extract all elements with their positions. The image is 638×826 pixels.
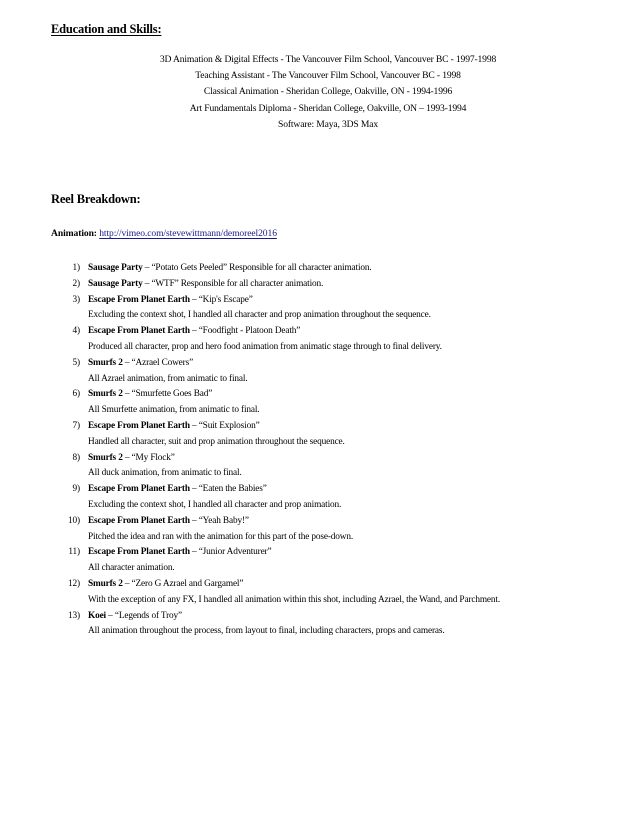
list-item-shot-name: – “Yeah Baby!” [189, 515, 249, 526]
list-item-title [88, 261, 372, 277]
list-item [0, 261, 638, 277]
list-item-title [88, 545, 271, 561]
list-item-shot-name: – “WTF” Responsible for all character animation. [142, 278, 324, 289]
list-item-description: All Smurfette animation, from animatic to final. [88, 405, 260, 416]
education-line: Classical Animation - Sheridan College, Oakville, ON - 1994-1996 [203, 86, 453, 98]
list-item-shot-name: – “Legends of Troy” [106, 610, 183, 621]
list-item-shot-name: – “My Flock” [122, 452, 175, 463]
list-item-description-row [0, 340, 638, 356]
list-item-shot-name: – “Eaten the Babies” [189, 484, 267, 495]
list-item-title [88, 482, 267, 498]
list-item [0, 545, 638, 577]
list-item-number: 10) [68, 515, 80, 526]
list-item [0, 577, 638, 609]
list-item-title [88, 293, 253, 309]
list-item [0, 609, 638, 641]
list-item-description: Pitched the idea and ran with the animation for this part of the pose-down. [88, 531, 354, 542]
list-item-description: All animation throughout the process, from layout to final, including characters, props and cameras. [88, 626, 445, 637]
list-item-description: Handled all character, suit and prop animation throughout the sequence. [88, 436, 345, 447]
list-item-shot-name: – “Zero G Azrael and Gargamel” [122, 578, 244, 589]
list-item-title-row [0, 277, 638, 293]
reel-breakdown-heading: Reel Breakdown: [51, 192, 141, 206]
list-item-title-row [0, 451, 638, 467]
list-item-show-name: Smurfs 2 [88, 578, 123, 589]
list-item-description: Produced all character, prop and hero food animation from animatic stage through to final delivery. [88, 341, 442, 352]
list-item-description-row [0, 403, 638, 419]
list-item-description-row [0, 435, 638, 451]
list-item-shot-name: – “Smurfette Goes Bad” [122, 389, 213, 400]
list-item-description-row [0, 624, 638, 640]
list-item-shot-name: – “Junior Adventurer” [189, 547, 272, 558]
list-item-description-row [0, 372, 638, 388]
education-line: Art Fundamentals Diploma - Sheridan College, Oakville, ON – 1993-1994 [189, 102, 467, 114]
list-item-title-row [0, 261, 638, 277]
list-item-show-name: Koei [88, 610, 106, 621]
animation-reel-line [51, 228, 277, 239]
list-item-show-name: Smurfs 2 [88, 357, 123, 368]
list-item-number: 8) [72, 452, 80, 463]
list-item-title-row [0, 387, 638, 403]
list-item-description-row [0, 593, 638, 609]
list-item-title-row [0, 514, 638, 530]
list-item-title-row [0, 577, 638, 593]
list-item [0, 387, 638, 419]
list-item-title [88, 451, 175, 467]
list-item [0, 419, 638, 451]
list-item-number: 2) [72, 278, 80, 289]
list-item-show-name: Smurfs 2 [88, 452, 123, 463]
list-item-number: 4) [72, 326, 80, 337]
list-item-description: All character animation. [88, 563, 175, 574]
list-item-title-row [0, 356, 638, 372]
list-item-description: All Azrael animation, from animatic to final. [88, 373, 248, 384]
list-item-number: 12) [68, 578, 80, 589]
list-item-shot-name: – “Kip's Escape” [189, 294, 253, 305]
animation-label: Animation: [51, 228, 97, 239]
list-item-title-row [0, 293, 638, 309]
list-item-description-row [0, 466, 638, 482]
list-item [0, 514, 638, 546]
list-item-number: 5) [72, 357, 80, 368]
list-item-shot-name: – “Potato Gets Peeled” Responsible for all character animation. [142, 263, 372, 273]
education-list [0, 52, 638, 133]
list-item-title-row [0, 545, 638, 561]
list-item [0, 293, 638, 325]
list-item-show-name: Escape From Planet Earth [88, 326, 190, 337]
list-item-description: With the exception of any FX, I handled all animation within this shot, including Azrael, the Wand, and Parchment. [88, 594, 501, 605]
education-heading: Education and Skills: [51, 22, 162, 36]
list-item-number: 13) [68, 610, 80, 621]
list-item-shot-name: – “Foodfight - Platoon Death” [189, 326, 301, 337]
list-item-title-row [0, 324, 638, 340]
list-item-title [88, 387, 212, 403]
list-item-title [88, 419, 260, 435]
list-item-number: 7) [72, 420, 80, 431]
list-item-title-row [0, 482, 638, 498]
list-item-show-name: Smurfs 2 [88, 389, 123, 400]
list-item-title [88, 514, 249, 530]
education-line: Teaching Assistant - The Vancouver Film School, Vancouver BC - 1998 [195, 70, 461, 82]
list-item-show-name: Escape From Planet Earth [88, 484, 190, 495]
list-item [0, 451, 638, 483]
list-item-number: 9) [72, 484, 80, 495]
list-item-show-name: Sausage Party [88, 278, 143, 289]
list-item-description-row [0, 498, 638, 514]
list-item-shot-name: – “Azrael Cowers” [122, 357, 194, 368]
education-line: 3D Animation & Digital Effects - The Vancouver Film School, Vancouver BC - 1997-1998 [159, 54, 497, 65]
list-item-show-name: Escape From Planet Earth [88, 547, 190, 558]
list-item [0, 482, 638, 514]
list-item-show-name: Escape From Planet Earth [88, 515, 190, 526]
list-item-title-row [0, 419, 638, 435]
list-item-description-row [0, 308, 638, 324]
list-item-description-row [0, 530, 638, 546]
list-item-number: 3) [72, 294, 80, 305]
list-item-title [88, 277, 323, 293]
list-item-number: 1) [72, 263, 80, 273]
education-line: Software: Maya, 3DS Max [278, 118, 378, 130]
demo-reel-link[interactable]: http://vimeo.com/stevewittmann/demoreel2016 [99, 228, 277, 239]
list-item-number: 11) [68, 547, 80, 558]
list-item-title [88, 577, 243, 593]
list-item-description-row [0, 561, 638, 577]
list-item-show-name: Escape From Planet Earth [88, 420, 190, 431]
list-item-show-name: Escape From Planet Earth [88, 294, 190, 305]
list-item [0, 277, 638, 293]
list-item-number: 6) [72, 389, 80, 400]
list-item-title [88, 356, 193, 372]
list-item-title-row [0, 609, 638, 625]
list-item [0, 324, 638, 356]
list-item-description: Excluding the context shot, I handled all character and prop animation. [88, 499, 342, 510]
list-item-title [88, 609, 182, 625]
list-item-description: All duck animation, from animatic to final. [88, 468, 242, 479]
list-item-show-name: Sausage Party [88, 263, 143, 273]
list-item [0, 356, 638, 388]
reel-breakdown-list [0, 261, 638, 640]
list-item-shot-name: – “Suit Explosion” [189, 420, 260, 431]
list-item-title [88, 324, 300, 340]
list-item-description: Excluding the context shot, I handled all character and prop animation throughout the sequence. [88, 310, 431, 321]
